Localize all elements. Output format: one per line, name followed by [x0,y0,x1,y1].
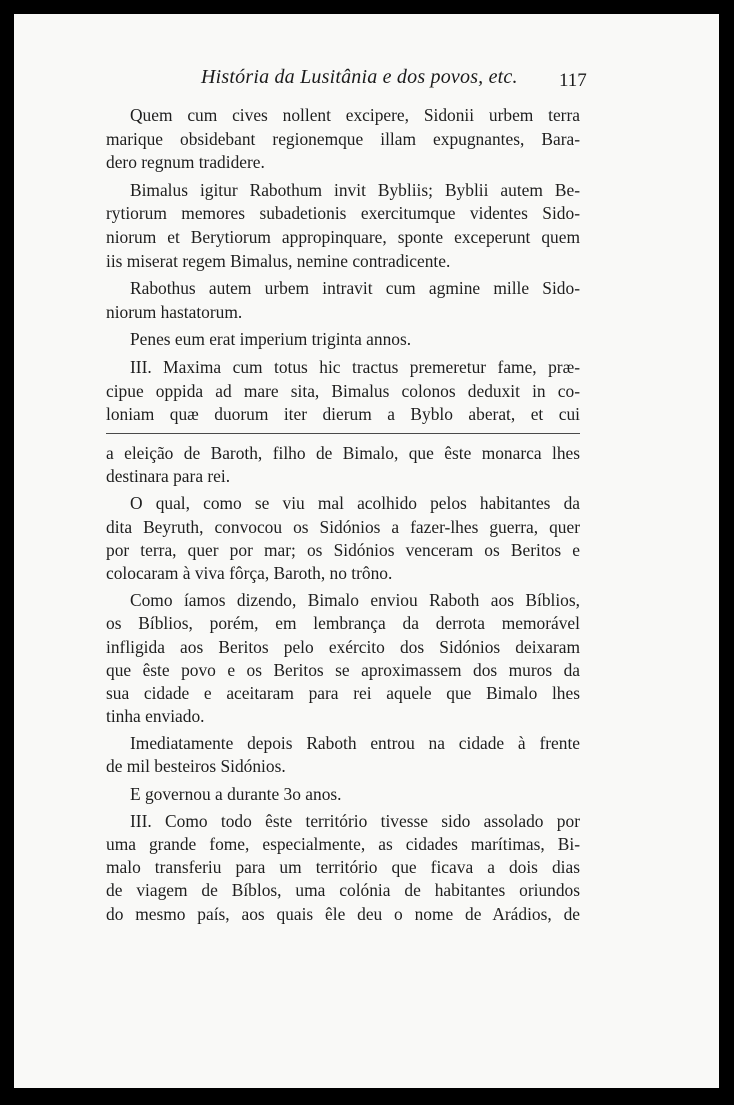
text-line: do mesmo país, aos quais êle deu o nome de Arádios, de [106,903,580,924]
latin-paragraph [106,356,580,427]
divider-rule [106,433,580,434]
text-line: marique obsidebant regionemque illam expugnantes, Bara- [106,128,580,149]
portuguese-text [106,442,580,930]
text-line: cipue oppida ad mare sita, Bimalus colonos deduxit in co- [106,380,580,401]
portuguese-paragraph [106,732,580,778]
text-line: tinha enviado. [106,706,205,727]
portuguese-paragraph [106,783,580,806]
text-line: Como íamos dizendo, Bimalo enviou Raboth aos Bíblios, [130,590,580,611]
text-line: loniam quæ duorum iter dierum a Byblo aberat, et cui [106,404,580,425]
text-line: sua cidade e aceitaram para rei aquele que Bimalo lhes [106,682,580,703]
text-line: III. Como todo êste território tivesse sido assolado por [130,810,580,831]
latin-paragraph [106,179,580,273]
text-line: E governou a durante 3o anos. [130,783,342,804]
latin-paragraph [106,277,580,324]
text-line: rytiorum memores subadetionis exercitumque videntes Sido- [106,203,580,224]
latin-paragraph [106,104,580,175]
text-line: Quem cum cives nollent excipere, Sidonii urbem terra [130,105,580,125]
text-line: malo transferiu para um território que ficava a dois dias [106,857,580,878]
text-line: dita Beyruth, convocou os Sidónios a fazer-lhes guerra, quer [106,516,580,537]
text-line: iis miserat regem Bimalus, nemine contradicente. [106,250,451,271]
portuguese-paragraph [106,589,580,728]
latin-text [106,104,580,431]
text-line: Rabothus autem urbem intravit cum agmine mille Sido- [130,278,580,299]
portuguese-paragraph [106,810,580,926]
page-header [14,66,719,96]
text-line: de viagem de Bíblos, uma colónia de habitantes oriundos [106,880,580,901]
text-line: niorum hastatorum. [106,301,243,322]
text-line: III. Maxima cum totus hic tractus premeretur fame, præ- [130,356,580,377]
text-line: colocaram à viva fôrça, Baroth, no trôno. [106,562,393,583]
text-line: Penes eum erat imperium triginta annos. [130,329,412,350]
text-line: dero regnum tradidere. [106,152,265,173]
running-title: História da Lusitânia e dos povos, etc. [201,66,518,88]
text-line: Bimalus igitur Rabothum invit Bybliis; Byblii autem Be- [130,179,580,200]
portuguese-paragraph [106,442,580,488]
text-line: os Bíblios, porém, em lembrança da derrota memorável [106,613,580,634]
text-line: O qual, como se viu mal acolhido pelos habitantes da [130,493,580,514]
latin-paragraph [106,328,580,352]
text-line: niorum et Berytiorum appropinquare, sponte exceperunt quem [106,226,580,247]
text-line: que êste povo e os Beritos se aproximassem dos muros da [106,659,580,680]
portuguese-paragraph [106,492,580,585]
book-page [14,14,719,1088]
text-line: Imediatamente depois Raboth entrou na cidade à frente [130,733,580,754]
text-line: uma grande fome, especialmente, as cidades marítimas, Bi- [106,834,580,854]
text-line: de mil besteiros Sidónios. [106,756,286,777]
text-line: a eleição de Baroth, filho de Bimalo, que êste monarca lhes [106,443,580,463]
page-number: 117 [559,70,587,91]
text-line: infligida aos Beritos pelo exército dos Sidónios deixaram [106,636,580,657]
text-line: por terra, quer por mar; os Sidónios venceram os Beritos e [106,539,580,560]
text-line: destinara para rei. [106,466,231,487]
